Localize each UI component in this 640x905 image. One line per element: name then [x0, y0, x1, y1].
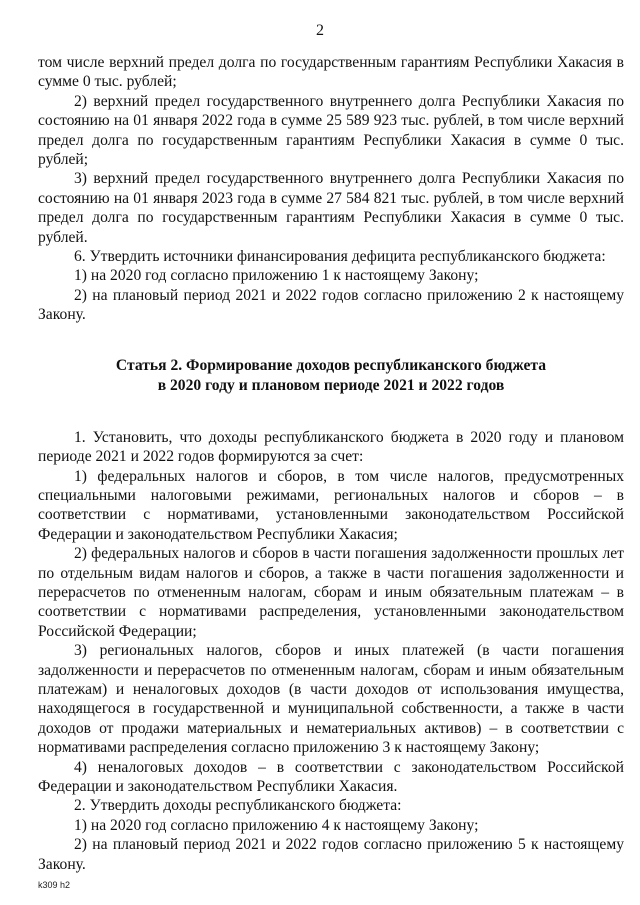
paragraph: 2. Утвердить доходы республиканского бюджета:: [74, 797, 402, 815]
paragraph: 3) верхний предел государственного внутреннего долга Республики Хакасия по состоянию на 01 января 2023 года в сумме 27 584 821 тыс. рублей, в том числе верхний предел долга по государственным гарантиям Республики Хакасия в сумме 0 тыс. рублей.: [38, 170, 624, 246]
article-heading-line1: Статья 2. Формирование доходов республиканского бюджета: [115, 356, 547, 374]
document-body: [38, 53, 624, 874]
paragraph: 1. Установить, что доходы республиканского бюджета в 2020 году и плановом периоде 2021 и 2022 годов формируются за счет:: [38, 428, 624, 466]
page-number: 2: [316, 22, 324, 39]
paragraph: 2) федеральных налогов и сборов в части погашения задолженности прошлых лет по отдельным видам налогов и сборов, а также в части погашения задолженности и перерасчетов по отмененным налогам, сборам и иным обязательным платежам – в соответствии с нормативами распределения, установленными законодательством Российской Федерации;: [38, 545, 624, 640]
paragraph: 2) верхний предел государственного внутреннего долга Республики Хакасия по состоянию на 01 января 2022 года в сумме 25 589 923 тыс. рублей, в том числе верхний предел долга по государственным гарантиям Республики Хакасия в сумме 0 тыс. рублей;: [38, 92, 624, 169]
paragraph: 3) региональных налогов, сборов и иных платежей (в части погашения задолженности и перерасчетов по отмененным налогам, сборам и иным обязательным платежам) и неналоговых доходов (в части доходов от использования имущества, находящегося в государственной и муниципальной собственности, а также в части доходов от продажи материальных и нематериальных активов) – в соответствии с нормативами распределения согласно приложению 3 к настоящему Закону;: [38, 642, 624, 757]
paragraph: 6. Утвердить источники финансирования дефицита республиканского бюджета:: [74, 248, 606, 266]
paragraph: 2) на плановый период 2021 и 2022 годов согласно приложению 2 к настоящему Закону.: [38, 286, 624, 324]
article-heading-line2: в 2020 году и плановом периоде 2021 и 2022 годов: [157, 376, 505, 394]
paragraph: 1) на 2020 год согласно приложению 1 к настоящему Закону;: [74, 267, 479, 285]
paragraph: 1) федеральных налогов и сборов, в том числе налогов, предусмотренных специальными налоговыми режимами, региональных налогов и сборов – в соответствии с нормативами, установленными законодательством Российской Федерации и законодательством Республики Хакасия;: [38, 467, 624, 543]
paragraph: том числе верхний предел долга по государственным гарантиям Республики Хакасия в сумме 0 тыс. рублей;: [38, 54, 624, 91]
paragraph: 1) на 2020 год согласно приложению 4 к настоящему Закону;: [74, 816, 479, 834]
article-heading: [38, 356, 624, 396]
footer-code: k309 h2: [38, 880, 71, 890]
paragraph: 4) неналоговых доходов – в соответствии с законодательством Российской Федерации и законодательством Республики Хакасия.: [38, 758, 624, 795]
paragraph: 2) на плановый период 2021 и 2022 годов согласно приложению 5 к настоящему Закону.: [38, 836, 624, 873]
